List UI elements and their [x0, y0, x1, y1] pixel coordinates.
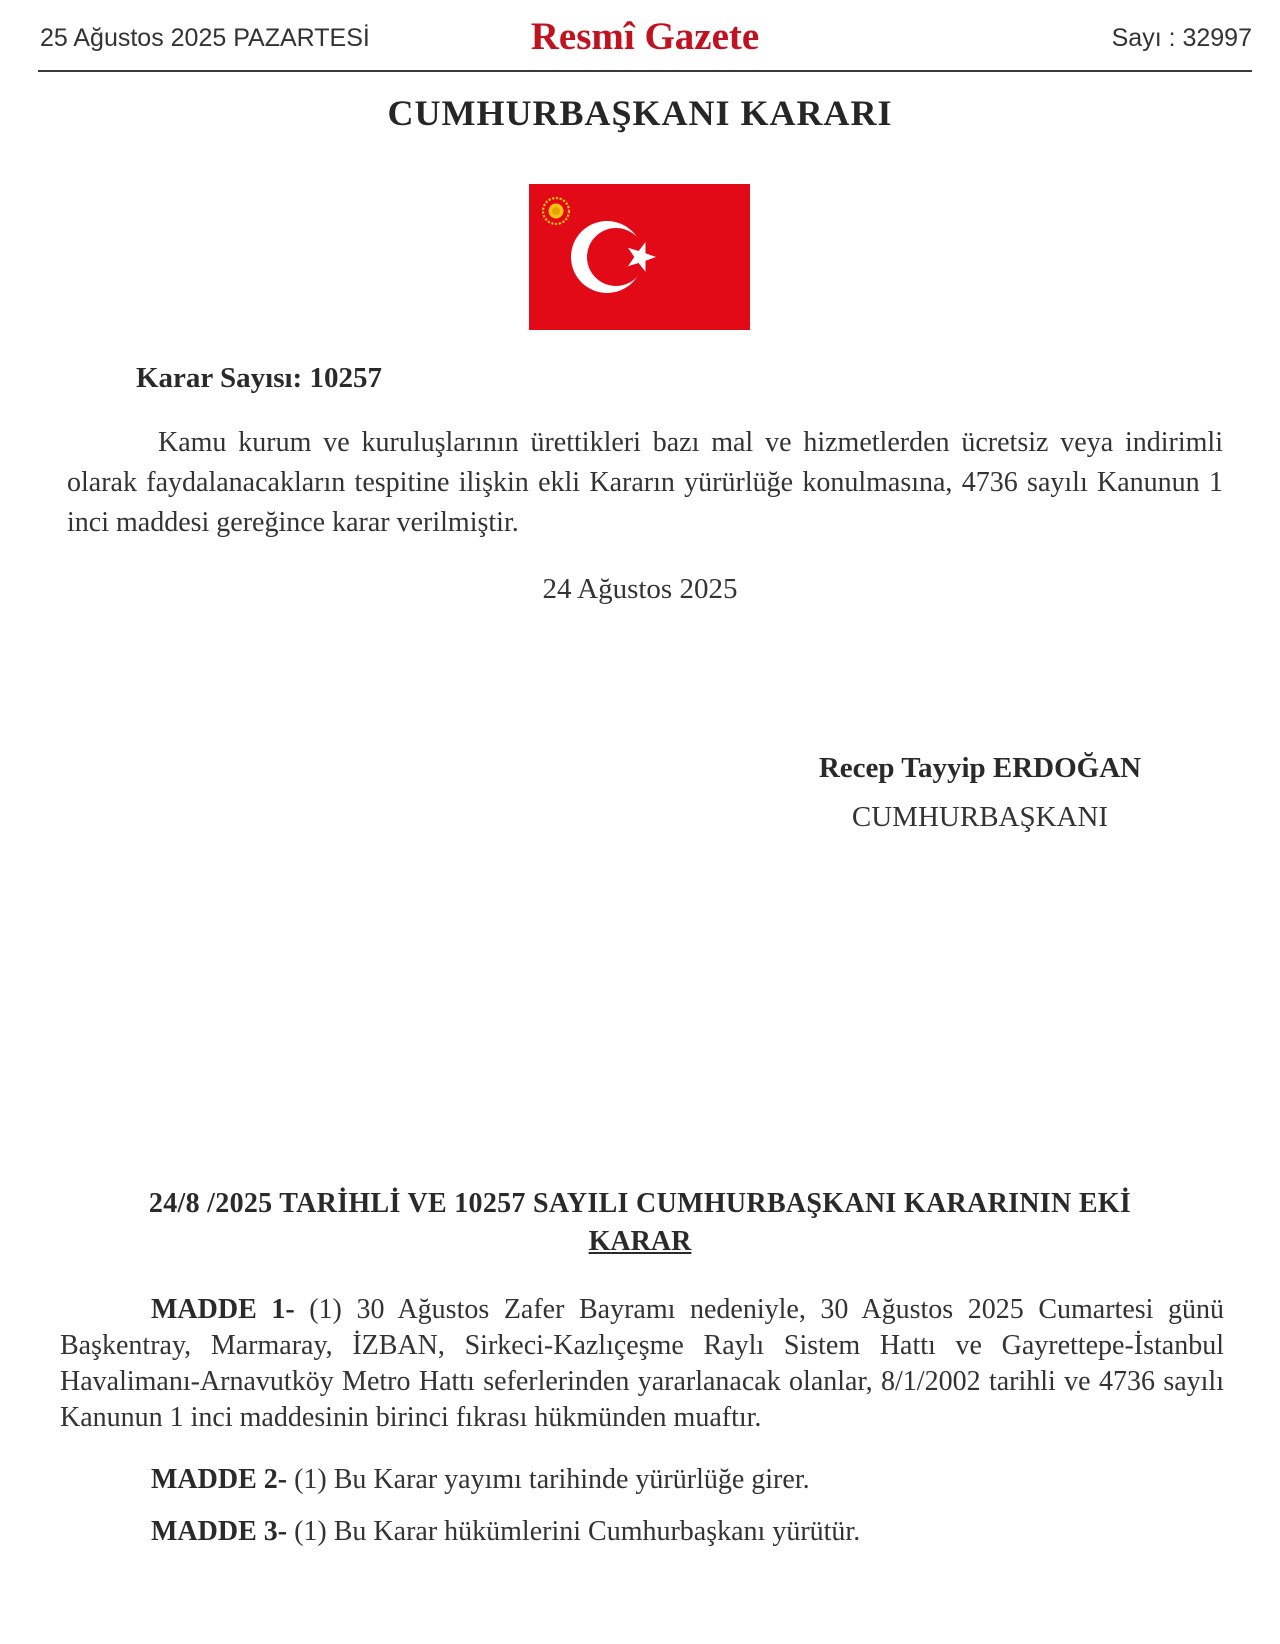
article-2 — [60, 1462, 1224, 1498]
turkish-flag-icon — [529, 184, 750, 330]
article-label: MADDE 1- — [151, 1294, 295, 1325]
signatory-name: Recep Tayyip ERDOĞAN — [818, 752, 1142, 784]
gazette-header — [38, 14, 1252, 72]
annex-heading: 24/8 /2025 TARİHLİ VE 10257 SAYILI CUMHURBAŞKANI KARARININ EKİ — [148, 1188, 1132, 1219]
decision-number: Karar Sayısı: 10257 — [136, 362, 382, 394]
article-1 — [60, 1292, 1224, 1436]
gazette-title: Resmî Gazete — [530, 15, 760, 58]
decision-date: 24 Ağustos 2025 — [542, 573, 738, 605]
article-text: (1) 30 Ağustos Zafer Bayramı nedeniyle, 30 Ağustos 2025 Cumartesi günü Başkentray, Marmaray, İZBAN, Sirkeci-Kazlıçeşme Raylı Sistem Hattı ve Gayrettepe-İstanbul Havalimanı-Arnavutköy Metro Hattı seferlerinden yararlanacak olanlar, 8/1/2002 tarihli ve 4736 sayılı Kanunun 1 inci maddesinin birinci fıkrası hükmünden muaftır. — [60, 1294, 1224, 1433]
article-label: MADDE 3- — [151, 1516, 288, 1547]
article-text: (1) Bu Karar yayımı tarihinde yürürlüğe girer. — [287, 1464, 810, 1495]
document-title: CUMHURBAŞKANI KARARI — [387, 93, 893, 133]
article-3 — [60, 1514, 1224, 1550]
issue-number: Sayı : 32997 — [1111, 24, 1252, 52]
article-text: (1) Bu Karar hükümlerini Cumhurbaşkanı yürütür. — [287, 1516, 861, 1547]
publication-date: 25 Ağustos 2025 PAZARTESİ — [40, 24, 370, 52]
annex-subheading: KARAR — [588, 1226, 692, 1257]
signatory-title: CUMHURBAŞKANI — [851, 801, 1109, 833]
article-label: MADDE 2- — [151, 1464, 288, 1495]
decision-intro-paragraph: Kamu kurum ve kuruluşlarının ürettikleri bazı mal ve hizmetlerden ücretsiz veya indirimli olarak faydalanacakların tespitine ilişkin ekli Kararın yürürlüğe konulmasına, 4736 sayılı Kanunun 1 inci maddesi gereğince karar verilmiştir. — [67, 427, 1223, 538]
